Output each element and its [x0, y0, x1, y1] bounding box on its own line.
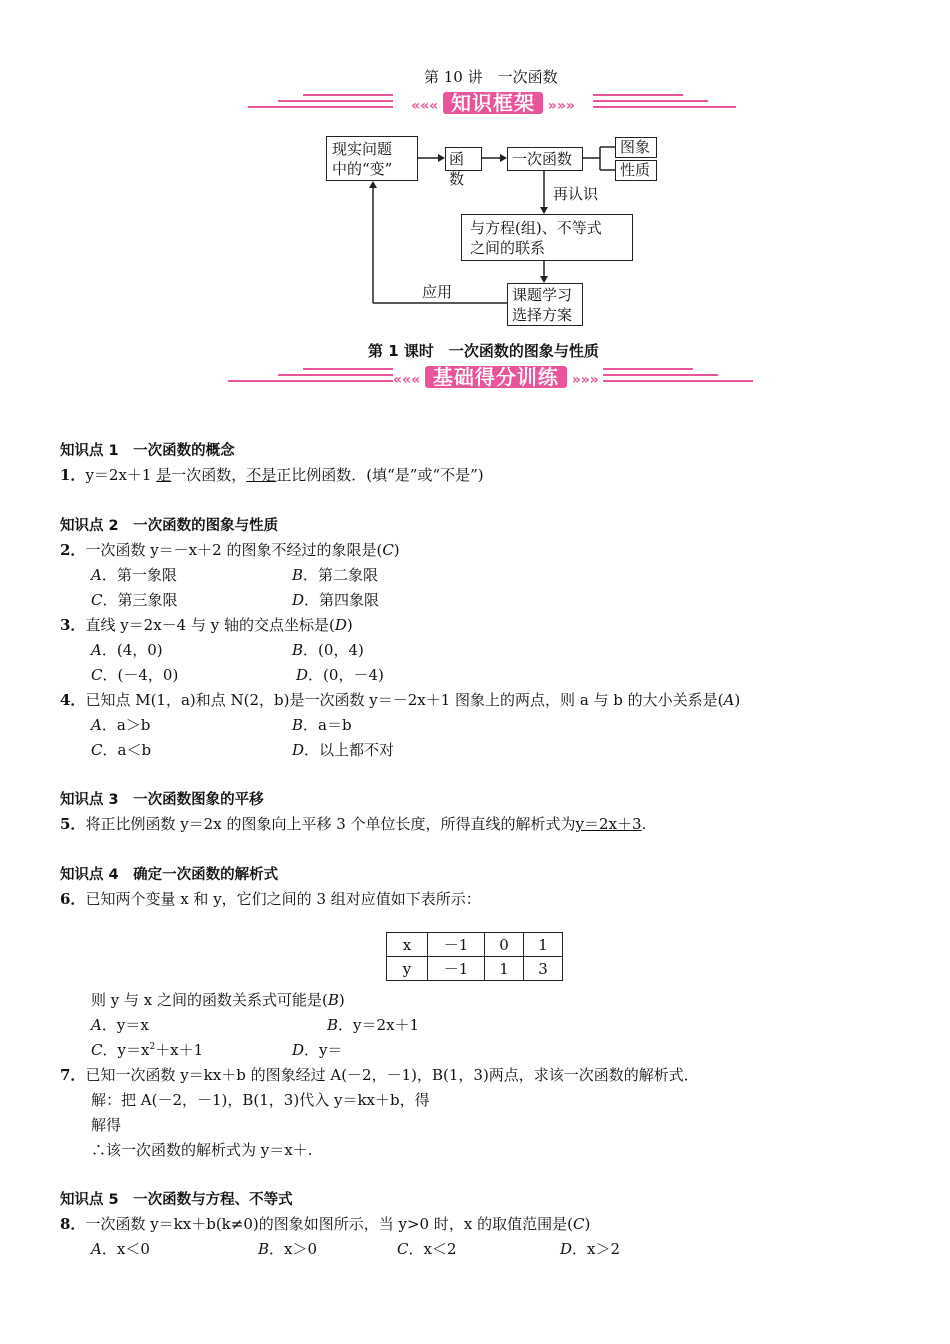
chevron-right-icon: »»»: [547, 98, 575, 114]
q2-answer: C: [382, 541, 394, 559]
q6-option-d: D．y＝: [292, 1041, 343, 1059]
question-4: [60, 689, 740, 710]
recognize-label: 再认识: [553, 185, 599, 203]
question-1: [60, 464, 484, 485]
q1-text-pre: y＝2x＋1: [85, 466, 157, 484]
q3-number: 3．: [60, 616, 86, 634]
q2-option-c: C．第三象限: [91, 591, 178, 609]
q4-option-c: C．a＜b: [91, 741, 152, 759]
q3-answer: D: [334, 616, 347, 634]
question-2: [60, 539, 400, 560]
question-5: [60, 813, 646, 834]
q1-answer-2: 不是: [246, 466, 277, 484]
relation-line2: 之间的联系: [470, 239, 546, 257]
q8-answer: C: [572, 1215, 585, 1233]
table-cell: －1: [428, 957, 485, 981]
diagram-node-relation: [461, 214, 633, 261]
q8-option-c: C．x＜2: [397, 1240, 457, 1258]
q3-option-d: D．(0，－4): [296, 666, 384, 684]
diagram-node-real-problem: [326, 136, 418, 181]
table-cell: 0: [485, 933, 524, 957]
q8-number: 8．: [60, 1215, 86, 1233]
knowledge-point-5: 知识点 5 一次函数与方程、不等式: [60, 1192, 293, 1208]
q7-stem: 已知一次函数 y＝kx＋b 的图象经过 A(－2，－1)，B(1，3)两点，求该一次函数的解析式．: [85, 1066, 699, 1084]
question-6: [60, 888, 481, 909]
q2-stem: 一次函数 y＝－x＋2 的图象不经过的象限是(: [85, 541, 383, 559]
table-cell: y: [387, 957, 428, 981]
real-problem-line2: 中的“变”: [332, 160, 393, 178]
lesson-subheading: 第 1 课时 一次函数的图象与性质: [368, 342, 599, 360]
q1-number: 1．: [60, 466, 86, 484]
q8-option-d: D．x＞2: [560, 1240, 621, 1258]
question-3: [60, 614, 353, 635]
chevron-left-icon: «««: [393, 372, 421, 388]
knowledge-point-1: 知识点 1 一次函数的概念: [60, 443, 235, 459]
q1-answer-1: 是: [156, 466, 172, 484]
table-cell: 3: [524, 957, 563, 981]
chevron-left-icon: «««: [411, 98, 439, 114]
q3-option-c: C．(－4，0): [91, 666, 179, 684]
q6-option-b: B．y＝2x＋1: [327, 1016, 420, 1034]
linear-function-label: 一次函数: [512, 150, 573, 168]
q4-option-a: A．a＞b: [91, 716, 151, 734]
q3-stem: 直线 y＝2x－4 与 y 轴的交点坐标是(: [85, 616, 335, 634]
q6-stem: 已知两个变量 x 和 y，它们之间的 3 组对应值如下表所示：: [85, 890, 481, 908]
knowledge-point-4: 知识点 4 确定一次函数的解析式: [60, 867, 279, 883]
q7-solution-line-1: 解：把 A(－2，－1)，B(1，3)代入 y＝kx＋b，得: [91, 1091, 430, 1109]
diagram-node-function: [445, 147, 482, 188]
q2-option-d: D．第四象限: [292, 591, 380, 609]
table-cell: 1: [485, 957, 524, 981]
chevron-right-icon: »»»: [571, 372, 599, 388]
graph-label: 图象: [620, 138, 651, 156]
diagram-node-graph: [615, 137, 657, 158]
q4-option-b: B．a＝b: [292, 716, 352, 734]
q6-question-stem: 则 y 与 x 之间的函数关系式可能是(B): [91, 991, 345, 1009]
diagram-node-project: [507, 283, 583, 326]
table-cell: －1: [428, 933, 485, 957]
q6-answer: B: [327, 991, 339, 1009]
knowledge-point-3: 知识点 3 一次函数图象的平移: [60, 792, 264, 808]
knowledge-point-2: 知识点 2 一次函数的图象与性质: [60, 518, 279, 534]
q2-number: 2．: [60, 541, 86, 559]
diagram-node-linear-function: [507, 147, 583, 171]
q4-answer: A: [723, 691, 735, 709]
q2-stem-end: ): [393, 541, 400, 559]
property-label: 性质: [620, 161, 651, 179]
q7-number: 7．: [60, 1066, 86, 1084]
banner-title: 知识框架: [443, 92, 543, 114]
q8-stem: 一次函数 y＝kx＋b(k≠0)的图象如图所示，当 y>0 时，x 的取值范围是(: [85, 1215, 573, 1233]
q5-number: 5．: [60, 815, 86, 833]
q8-stem-end: ): [584, 1215, 591, 1233]
q6-value-table: [386, 932, 563, 981]
q2-option-b: B．第二象限: [292, 566, 379, 584]
question-7: [60, 1064, 699, 1085]
q1-text-post: 正比例函数．(填“是”或“不是”): [276, 466, 484, 484]
q4-option-d: D．以上都不对: [292, 741, 395, 759]
banner-title: 基础得分训练: [425, 366, 567, 388]
question-8: [60, 1213, 590, 1234]
apply-label: 应用: [422, 283, 453, 301]
q4-number: 4．: [60, 691, 86, 709]
diagram-node-property: [615, 160, 657, 181]
q3-option-b: B．(0，4): [292, 641, 364, 659]
q1-text-mid: 一次函数，: [171, 466, 247, 484]
q7-solution-line-2: 解得: [91, 1116, 122, 1134]
q3-option-a: A．(4，0): [91, 641, 163, 659]
function-label: 函数: [449, 150, 465, 188]
q6-option-c: C．$y=x^2+x+1$: [91, 1041, 204, 1059]
table-cell: 1: [524, 933, 563, 957]
real-problem-line1: 现实问题: [332, 140, 393, 158]
project-line1: 课题学习: [512, 286, 573, 304]
q5-stem: 将正比例函数 y＝2x 的图象向上平移 3 个单位长度，所得直线的解析式为: [85, 815, 576, 833]
q4-stem: 已知点 M(1，a)和点 N(2，b)是一次函数 y＝－2x＋1 图象上的两点，则 a 与 b 的大小关系是(: [85, 691, 724, 709]
section-banner-training: [248, 362, 736, 392]
q4-stem-end: ): [734, 691, 741, 709]
q8-option-a: A．x＜0: [91, 1240, 150, 1258]
q8-option-b: B．x＞0: [258, 1240, 318, 1258]
q5-stem-end: .: [641, 815, 647, 833]
q7-solution-line-3: ∴该一次函数的解析式为 y＝x＋.: [91, 1141, 313, 1159]
relation-line1: 与方程(组)、不等式: [470, 219, 602, 237]
table-cell: x: [387, 933, 428, 957]
project-line2: 选择方案: [512, 306, 573, 324]
q2-option-a: A．第一象限: [91, 566, 177, 584]
q6-number: 6．: [60, 890, 86, 908]
table-row: [387, 933, 563, 957]
table-row: [387, 957, 563, 981]
q3-stem-end: ): [346, 616, 353, 634]
q6-option-a: A．y＝x: [91, 1016, 149, 1034]
q5-answer: y＝2x＋3: [575, 815, 642, 833]
lesson-title: 第 10 讲 一次函数: [424, 68, 558, 86]
